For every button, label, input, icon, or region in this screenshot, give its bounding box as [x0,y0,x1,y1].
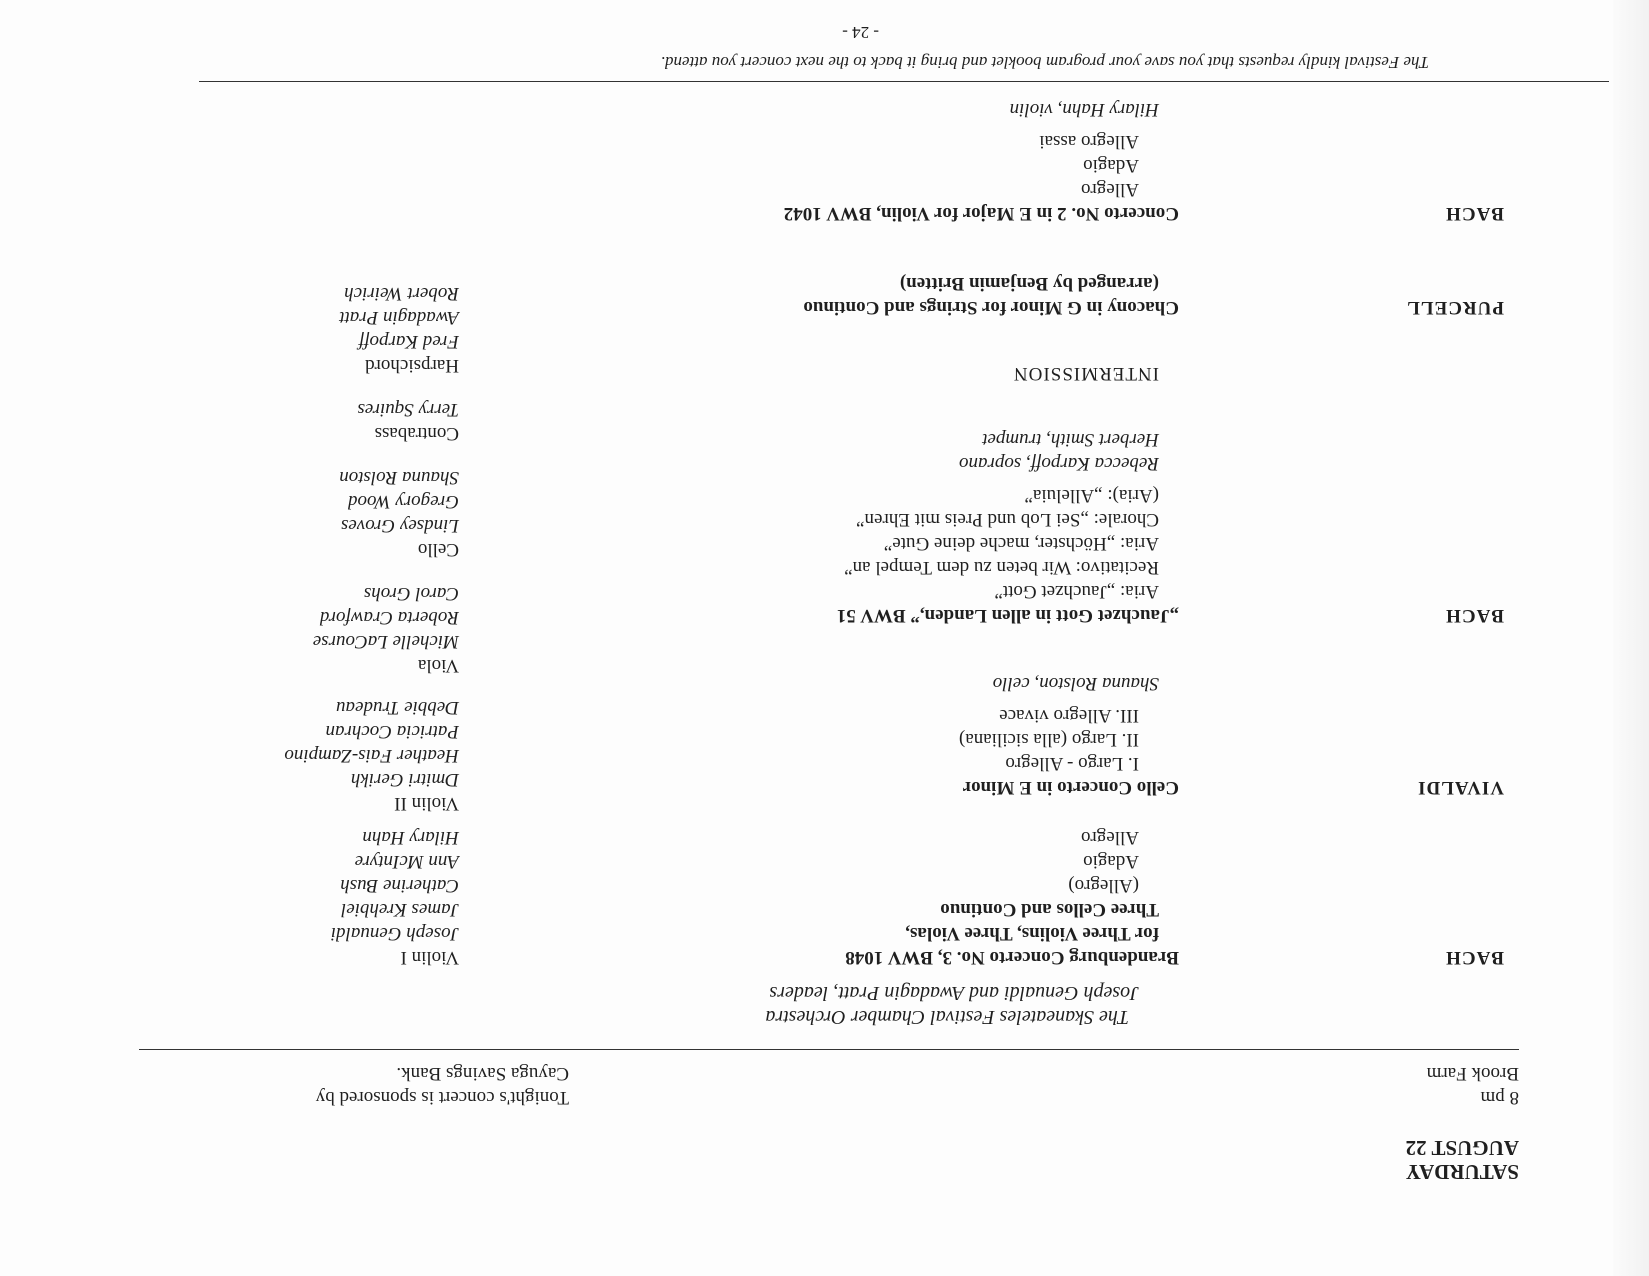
composer-bach-2: BACH [1445,605,1504,626]
roster-player: Gregory Wood [347,491,459,512]
roster-player: Awadagin Pratt [339,307,459,328]
soloist: Herbert Smith, trumpet [982,429,1159,450]
footer-note: The Festival kindly requests that you save your program booklet and bring it back to the next concert you attend. [660,53,1429,72]
work-title-purcell: Chacony in G Minor for Strings and Continuo [803,297,1179,318]
sponsor-line-1: Tonight's concert is sponsored by [315,1087,569,1108]
scan-edge [1613,0,1649,1276]
movement: Allegro [1080,827,1139,848]
movement: III. Allegro vivace [999,705,1139,726]
page-number: - 24 - [842,23,879,42]
work-title-bwv1042: Concerto No. 2 in E Major for Violin, BWV 1042 [783,203,1179,224]
roster-section-contrabass: Contrabass [374,423,459,444]
work-subtitle-line-1: for Three Violins, Three Violas, [905,923,1159,944]
soloist: Rebecca Karpoff, soprano [958,453,1159,474]
roster-section-harpsichord: Harpsichord [365,355,459,376]
composer-purcell: PURCELL [1406,297,1504,318]
soloist: Shauna Rolston, cello [992,673,1159,694]
roster-section-cello: Cello [417,539,459,560]
movement: (Allegro) [1068,875,1139,896]
composer-vivaldi: VIVALDI [1417,777,1504,798]
composer-bach-3: BACH [1445,203,1504,224]
roster-section-viola: Viola [417,655,459,676]
roster-section-violin-1: Violin I [400,947,459,968]
concert-venue: Brook Farm [1426,1063,1519,1084]
roster-player: James Krehbiel [340,899,459,920]
roster-player: Carol Grohs [363,583,459,604]
roster-section-violin-2: Violin II [394,793,459,814]
roster-player: Joseph Genualdi [330,923,459,944]
roster-player: Hilary Hahn [362,827,459,848]
movement: I. Largo - Allegro [1005,753,1139,774]
roster-player: Ann McIntyre [354,851,459,872]
roster-player: Roberta Crawford [319,607,459,628]
movement: Adagio [1083,155,1139,176]
movement: (Aria): „Alleluia” [1024,485,1159,506]
movement: Aria: „Jauchzet Gott” [994,581,1159,602]
roster-player: Dmitri Gerikh [350,769,459,790]
movement: II. Largo (alla siciliana) [958,729,1139,750]
work-title-brandenburg: Brandenburg Concerto No. 3, BWV 1048 [845,947,1179,968]
orchestra-leaders: Joseph Genualdi and Awadagin Pratt, leaders [769,982,1139,1004]
movement: Chorale: „Sei Lob und Preis mit Ehren” [856,509,1159,530]
concert-time: 8 pm [1480,1087,1519,1108]
concert-date: AUGUST 22 [1405,1136,1519,1160]
movement: Recitativo: Wir beten zu dem Tempel an” [844,557,1159,578]
roster-player: Heather Fais-Zampino [284,745,459,766]
orchestra-name: The Skaneateles Festival Chamber Orchestra [765,1006,1129,1028]
roster-player: Shauna Rolston [339,467,459,488]
roster-player: Patricia Cochran [325,721,459,742]
roster-player: Robert Weirich [344,283,459,304]
roster-player: Debbie Trudeau [336,697,459,718]
footer-rule [199,81,1609,82]
movement: Adagio [1083,851,1139,872]
roster-player: Lindsey Groves [340,515,459,536]
movement: Allegro [1080,179,1139,200]
roster-player: Terry Squires [357,399,459,420]
sponsor-line-2: Cayuga Savings Bank. [396,1063,569,1084]
movement: Allegro assai [1039,131,1139,152]
soloist: Hilary Hahn, violin [1009,99,1159,120]
roster-player: Michelle LaCourse [312,631,459,652]
roster-player: Catherine Bush [340,875,459,896]
concert-day: SATURDAY [1405,1160,1519,1184]
work-title-bwv51: „Jauchzet Gott in allen Landen,” BWV 51 [836,605,1179,626]
work-subtitle-line-2: Three Cellos and Continuo [940,899,1159,920]
intermission-label: INTERMISSION [1012,363,1159,384]
header-rule [139,1049,1519,1050]
composer-bach-1: BACH [1445,947,1504,968]
movement: Aria: „Höchster, mache deine Gute” [883,533,1159,554]
work-arranger: (arranged by Benjamin Britten) [899,273,1159,294]
work-title-vivaldi: Cello Concerto in E Minor [962,777,1179,798]
roster-player: Fred Karpoff [358,331,459,352]
